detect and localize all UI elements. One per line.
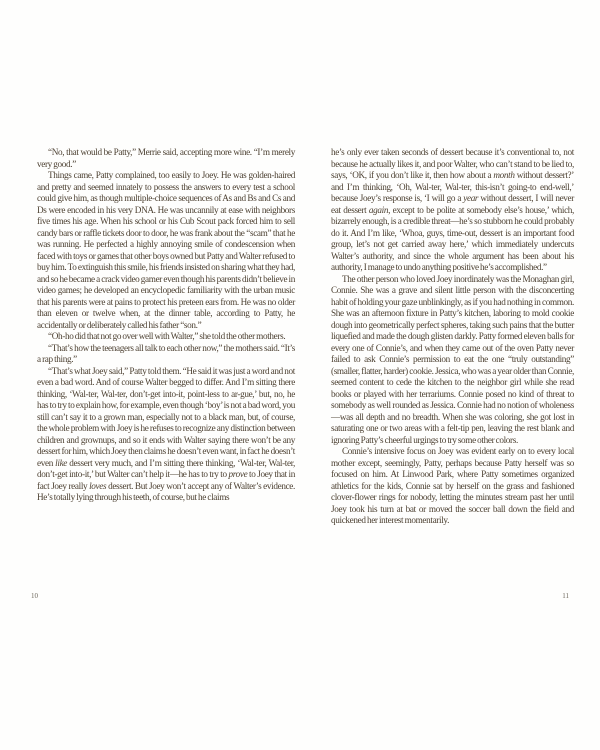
paragraph: he’s only ever taken seconds of dessert because it’s conventional to, not because he actually likes it, and poor Walter, who can’t stand to be lied to, says, ‘OK, if you don’t like it, then how about a month without dessert?’ and I’m thinking, ‘Oh, Wal-ter, Wal-ter, this-isn’t going-to end-well,’ because Joey’s response is, ‘I will go a year without dessert, I will never eat dessert again, except to be polite at somebody else’s house,’ which, bizarrely enough, is a credible threat—he’s so stubborn he could probably do it. And I’m like, ‘Whoa, guys, time-out, dessert is an important food group, let’s not get carried away here,’ which immediately undercuts Walter’s authority, and since the whole argument has been about his authority, I manage to undo anything positive he’s accomplished.” bbox=[331, 147, 574, 272]
left-page-text-column bbox=[37, 147, 295, 504]
page-number-right: 11 bbox=[562, 592, 569, 600]
right-page-text-column bbox=[331, 147, 574, 527]
paragraph: “That’s how the teenagers all talk to each other now,” the mothers said. “It’s a rap thing.” bbox=[37, 342, 295, 364]
page-number-left: 10 bbox=[31, 592, 38, 600]
paragraph: The other person who loved Joey inordinately was the Monaghan girl, Connie. She was a grave and silent little person with the disconcerting habit of holding your gaze unblinkingly, as if you had nothing in common. She was an afternoon fixture in Patty’s kitchen, laboring to mold cookie dough into geometrically perfect spheres, taking such pains that the butter liquefied and made the dough glisten darkly. Patty formed eleven balls for every one of Connie’s, and when they came out of the oven Patty never failed to ask Connie’s permission to eat the one “truly outstanding” (smaller, flatter, harder) cookie. Jessica, who was a year older than Connie, seemed content to cede the kitchen to the neighbor girl while she read books or played with her terrariums. Connie posed no kind of threat to somebody as well rounded as Jessica. Connie had no notion of wholeness—was all depth and no breadth. When she was coloring, she got lost in saturating one or two areas with a felt-tip pen, leaving the rest blank and ignoring Patty’s cheerful urgings to try some other colors. bbox=[331, 273, 574, 445]
paragraph: “That’s what Joey said,” Patty told them. “He said it was just a word and not even a bad word. And of course Walter begged to differ. And I’m sitting there thinking, ‘Wal-ter, Wal-ter, don’t-get into-it, point-less to ar-gue,’ but, no, he has to try to explain how, for example, even though ‘boy’ is not a bad word, you still can’t say it to a grown man, especially not to a black man, but, of course, the whole problem with Joey is he refuses to recognize any distinction between children and grownups, and so it ends with Walter saying there won’t be any dessert for him, which Joey then claims he doesn’t even want, in fact he doesn’t even like dessert very much, and I’m sitting there thinking, ‘Wal-ter, Wal-ter, don’t-get into-it,’ but Walter can’t help it—he has to try to prove to Joey that in fact Joey really loves dessert. But Joey won’t accept any of Walter’s evidence. He’s totally lying through his teeth, of course, but he claims bbox=[37, 365, 295, 502]
paragraph: “Oh-ho did that not go over well with Walter,” she told the other mothers. bbox=[48, 331, 286, 341]
paragraph: Connie’s intensive focus on Joey was evident early on to every local mother except, seemingly, Patty, perhaps because Patty herself was so focused on him. At Linwood Park, where Patty sometimes organized athletics for the kids, Connie sat by herself on the grass and fashioned clover-flower rings for nobody, letting the minutes stream past her until Joey took his turn at bat or moved the soccer ball down the field and quickened her interest momentarily. bbox=[331, 446, 574, 525]
paragraph: Things came, Patty complained, too easily to Joey. He was golden-haired and pretty and seemed innately to possess the answers to every test a school could give him, as though multiple-choice sequences of As and Bs and Cs and Ds were encoded in his very DNA. He was uncannily at ease with neighbors five times his age. When his school or his Cub Scout pack forced him to sell candy bars or raffle tickets door to door, he was frank about the “scam” that he was running. He perfected a highly annoying smile of condescension when faced with toys or games that other boys owned but Patty and Walter refused to buy him. To extinguish this smile, his friends insisted on sharing what they had, and so he became a crack video gamer even though his parents didn’t believe in video games; he developed an encyclopedic familiarity with the urban music that his parents were at pains to protect his preteen ears from. He was no older than eleven or twelve when, at the dinner table, according to Patty, he accidentally or deliberately called his father “son.” bbox=[37, 170, 295, 330]
paragraph: “No, that would be Patty,” Merrie said, accepting more wine. “I’m merely very good.” bbox=[37, 147, 295, 169]
